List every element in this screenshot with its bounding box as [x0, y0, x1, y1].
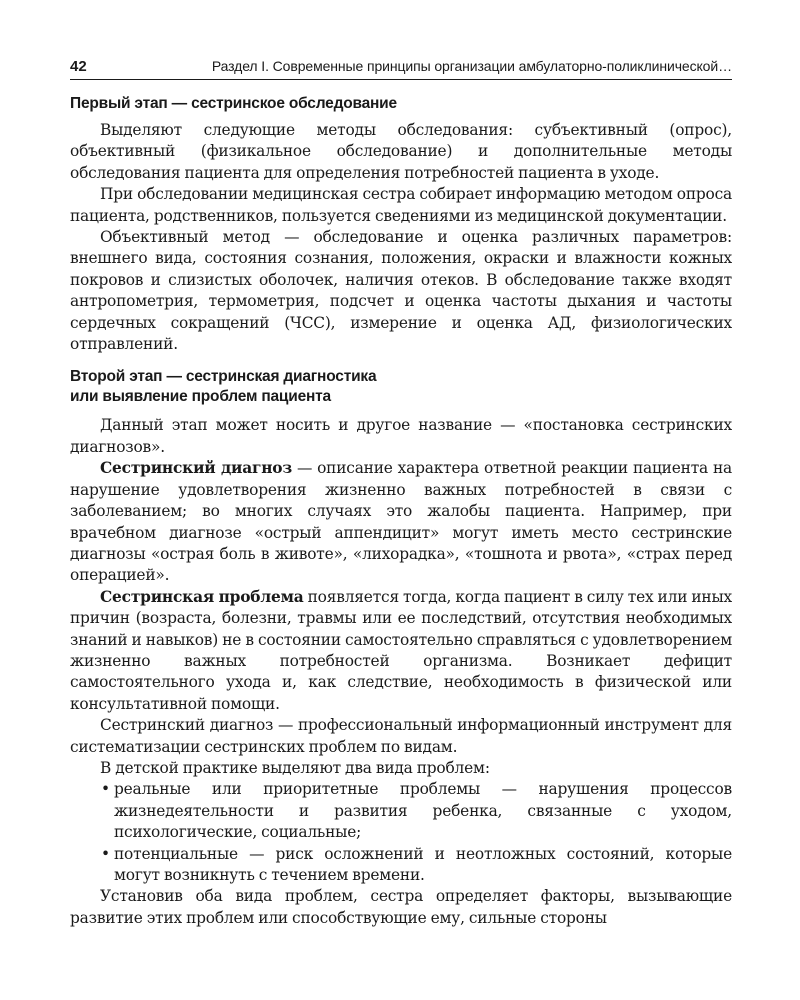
paragraph: Выделяют следующие методы обследования: субъективный (опрос), объективный (физикальное обследование) и дополнительные методы обследования пациента для определения потребностей пациента в уходе. [70, 121, 732, 182]
paragraph: Объективный метод — обследование и оценка различных параметров: внешнего вида, состояния сознания, положения, окраски и влажности кожных покровов и слизистых оболочек, наличия отеков. В обследование также входят антропометрия, термометрия, подсчет и оценка частоты дыхания и частоты сердечных сокращений (ЧСС), измерение и оценка АД, физиологических отправлений. [70, 228, 732, 354]
paragraph: Сестринский диагноз — профессиональный информационный инструмент для систематизации сестринских проблем по видам. [70, 716, 732, 756]
list-item [101, 779, 732, 843]
bullet-list [70, 779, 732, 886]
book-page [70, 58, 732, 929]
term-bold: Сестринская проблема [100, 587, 304, 606]
paragraph [70, 587, 732, 715]
running-title: Раздел I. Современные принципы организации амбулаторно-поликлинической… [211, 58, 732, 74]
section-heading-stage-2 [70, 367, 732, 407]
list-item-text: реальные или приоритетные проблемы — нарушения процессов жизнедеятельности и развития ребенка, связанные с уходом, психологические, социальные; [114, 780, 732, 842]
page-number: 42 [70, 58, 87, 75]
paragraph: В детской практике выделяют два вида проблем: [100, 758, 490, 777]
paragraph: Данный этап может носить и другое название — «постановка сестринских диагнозов». [70, 416, 732, 456]
paragraph: При обследовании медицинская сестра собирает информацию методом опроса пациента, родственников, пользуется сведениями из медицинской документации. [70, 185, 732, 225]
paragraph-text: — описание характера ответной реакции пациента на нарушение удовлетворения жизненно важных потребностей в связи с заболеванием; во многих случаях это жалобы пациента. Например, при врачебном диагнозе «острый аппендицит» могут иметь место сестринские диагнозы «острая боль в животе», «лихорадка», «тошнота и рвота», «страх перед операцией». [70, 459, 732, 585]
heading-line: Второй этап — сестринская диагностика [70, 368, 377, 386]
term-bold: Сестринский диагноз [100, 459, 292, 478]
paragraph-text: появляется тогда, когда пациент в силу тех или иных причин (возраста, болезни, травмы или ее последствий, отсутствия необходимых знаний и навыков) не в состоянии самостоятельно справляться с удовлетворением жизненно важных потребностей организма. Возникает дефицит самостоятельного ухода и, как следствие, необходимость в физической или консультативной помощи. [70, 587, 732, 713]
bullet-icon: • [101, 844, 110, 863]
section-heading-stage-1: Первый этап — сестринское обследование [70, 95, 397, 112]
paragraph: Установив оба вида проблем, сестра определяет факторы, вызывающие развитие этих проблем или способствующие ему, сильные стороны [70, 887, 732, 927]
bullet-icon: • [101, 780, 110, 799]
heading-line: или выявление проблем пациента [70, 388, 331, 406]
list-item-text: потенциальные — риск осложнений и неотложных состояний, которые могут возникнуть с течением времени. [114, 844, 732, 884]
list-item [101, 844, 732, 887]
paragraph [70, 458, 732, 586]
page-header [70, 58, 732, 80]
